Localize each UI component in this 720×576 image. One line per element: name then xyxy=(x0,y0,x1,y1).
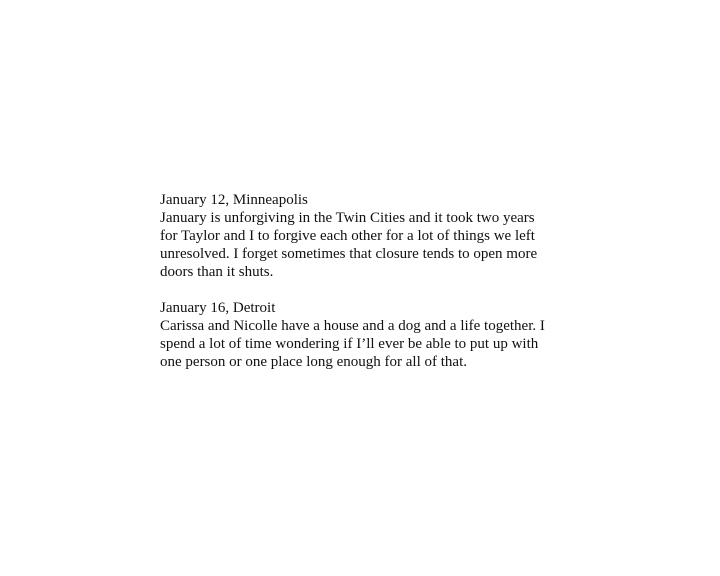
entry-heading: January 16, Detroit xyxy=(160,300,276,316)
entry-heading: January 12, Minneapolis xyxy=(160,192,308,208)
entry-line: one person or one place long enough for all of that. xyxy=(160,354,467,370)
journal-text xyxy=(160,191,560,389)
entry-line: unresolved. I forget sometimes that closure tends to open more xyxy=(160,246,538,262)
entry-line: doors than it shuts. xyxy=(160,264,274,280)
entry-line: spend a lot of time wondering if I’ll ever be able to put up with xyxy=(160,336,539,352)
journal-entry-minneapolis xyxy=(160,191,560,281)
entry-line: for Taylor and I to forgive each other for a lot of things we left xyxy=(160,228,535,244)
entry-line: Carissa and Nicolle have a house and a dog and a life together. I xyxy=(160,318,545,334)
entry-body xyxy=(160,317,560,371)
entry-line: January is unforgiving in the Twin Cities and it took two years xyxy=(160,210,535,226)
journal-entry-detroit xyxy=(160,299,560,371)
entry-body xyxy=(160,209,560,281)
